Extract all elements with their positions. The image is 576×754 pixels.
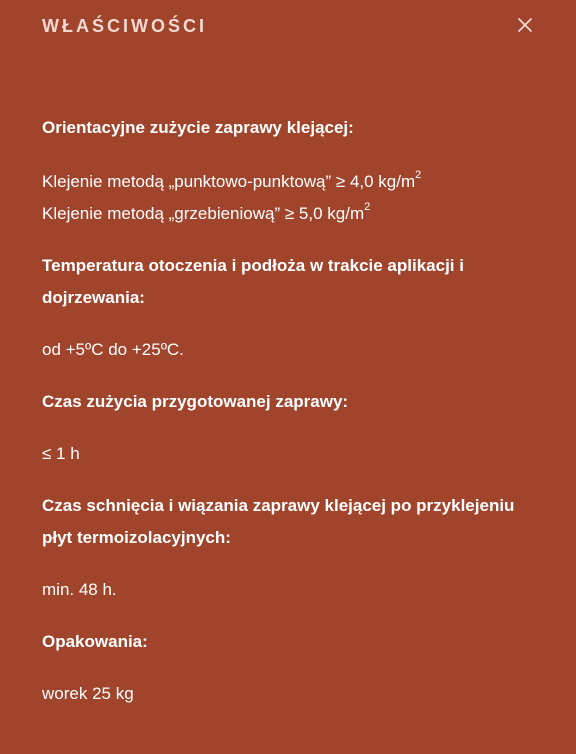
- consumption-line-comb: Klejenie metodą „grzebieniową” ≥ 5,0 $kg/m^2$: [42, 201, 371, 223]
- section-text: worek 25 kg: [42, 684, 134, 703]
- section-text: min. 48 h.: [42, 580, 117, 599]
- panel-title: WŁAŚCIWOŚCI: [42, 16, 207, 36]
- consumption-line-point: Klejenie metodą „punktowo-punktową” ≥ 4,0 $kg/m^2$: [42, 169, 422, 191]
- section-text: od +5ºC do +25ºC.: [42, 340, 184, 359]
- properties-content: [42, 112, 542, 710]
- panel-header: [42, 14, 536, 38]
- section-text: ≤ 1 h: [42, 444, 80, 463]
- section-heading: Czas zużycia przygotowanej zaprawy:: [42, 392, 349, 411]
- close-icon: [512, 12, 538, 38]
- section-heading: Temperatura otoczenia i podłoża w trakcie aplikacji i dojrzewania:: [42, 256, 464, 307]
- section-heading: Opakowania:: [42, 632, 148, 651]
- section-text: [42, 166, 542, 230]
- close-button[interactable]: [512, 12, 538, 38]
- section-heading: Czas schnięcia i wiązania zaprawy klejącej po przyklejeniu płyt termoizolacyjnych:: [42, 496, 515, 547]
- section-heading: Orientacyjne zużycie zaprawy klejącej:: [42, 118, 354, 137]
